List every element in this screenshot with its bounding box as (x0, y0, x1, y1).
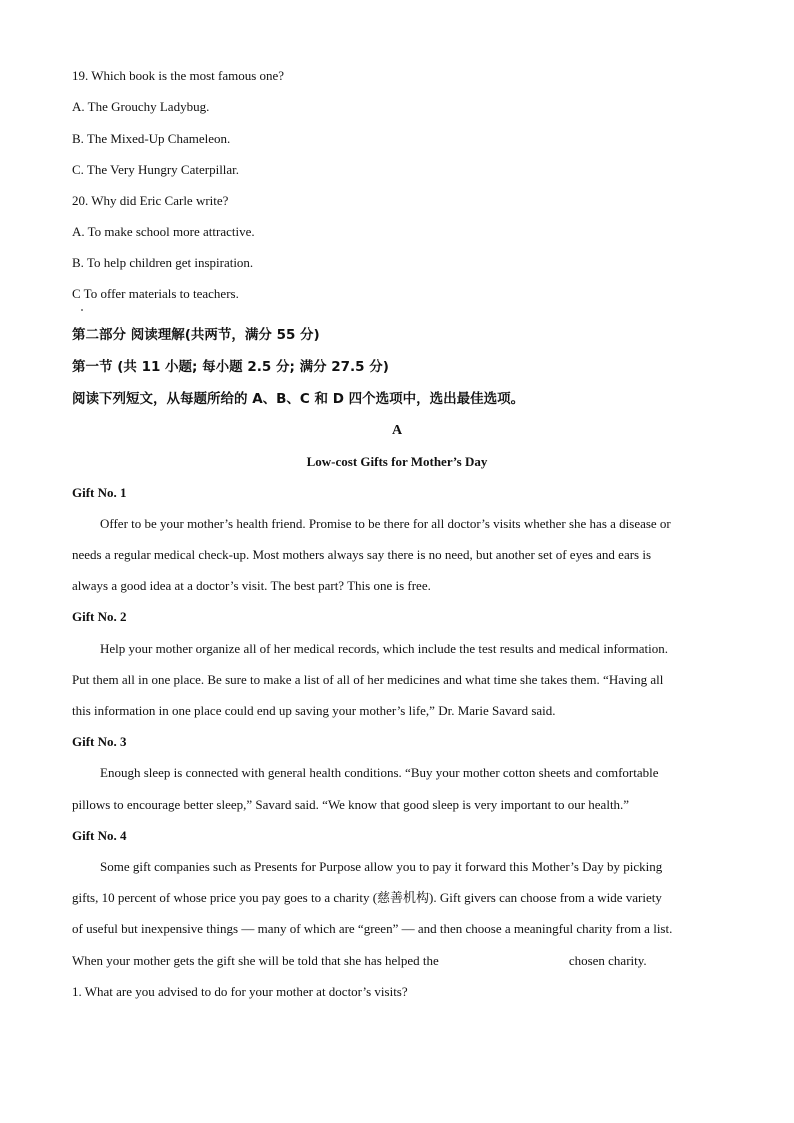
gift-2-heading: Gift No. 2 (72, 609, 127, 624)
instruction: 阅读下列短文，从每题所给的 A、B、C 和 D 四个选项中，选出最佳选项。 (72, 391, 525, 407)
gift-4-line-4 (72, 953, 647, 969)
question-1: 1. What are you advised to do for your mother at doctor’s visits? (72, 984, 408, 999)
gift-4-line-2: gifts, 10 percent of whose price you pay goes to a charity (慈善机构). Gift givers can choose from a wide variety (72, 890, 662, 905)
gift-4-line-3: of useful but inexpensive things — many of which are “green” — and then choose a meaningful charity from a list. (72, 921, 673, 936)
option-19-b: B. The Mixed-Up Chameleon. (72, 131, 231, 146)
gift-1-line-2: needs a regular medical check-up. Most mothers always say there is no need, but another set of eyes and ears is (72, 547, 652, 562)
stray-dot (81, 309, 83, 311)
gift-1-heading: Gift No. 1 (72, 485, 127, 500)
gift-4-heading: Gift No. 4 (72, 828, 127, 843)
part-title: 第二部分 阅读理解(共两节，满分 55 分) (72, 327, 320, 343)
gift-1-line-1: Offer to be your mother’s health friend. Promise to be there for all doctor’s visits whether she has a disease or (100, 516, 671, 531)
gift-3-line-2: pillows to encourage better sleep,” Savard said. “We know that good sleep is very important to our health.” (72, 797, 630, 812)
gift-3-line-1: Enough sleep is connected with general health conditions. “Buy your mother cotton sheets and comfortable (100, 765, 659, 780)
question-20: 20. Why did Eric Carle write? (72, 193, 229, 208)
option-19-a: A. The Grouchy Ladybug. (72, 99, 210, 114)
question-19: 19. Which book is the most famous one? (72, 68, 285, 83)
gift-2-line-3: this information in one place could end up saving your mother’s life,” Dr. Marie Savard said. (72, 703, 556, 718)
gift-2-line-2: Put them all in one place. Be sure to make a list of all of her medicines and what time she takes them. “Having all (72, 672, 664, 687)
gift-4-line-4-start: When your mother gets the gift she will be told that she has helped the (72, 953, 439, 968)
option-19-c: C. The Very Hungry Caterpillar. (72, 162, 240, 177)
option-20-b: B. To help children get inspiration. (72, 255, 254, 270)
gift-3-heading: Gift No. 3 (72, 734, 127, 749)
option-20-a: A. To make school more attractive. (72, 224, 255, 239)
gift-4-line-1: Some gift companies such as Presents for Purpose allow you to pay it forward this Mother’s Day by picking (100, 859, 663, 874)
gift-4-line-4-end: chosen charity. (568, 953, 647, 968)
subsection-title: 第一节 (共 11 小题; 每小题 2.5 分; 满分 27.5 分) (72, 359, 389, 375)
option-20-c: C To offer materials to teachers. (72, 286, 239, 301)
passage-title: Low-cost Gifts for Mother’s Day (306, 454, 488, 469)
gift-1-line-3: always a good idea at a doctor’s visit. The best part? This one is free. (72, 578, 431, 593)
passage-letter: A (391, 423, 403, 438)
gift-2-line-1: Help your mother organize all of her medical records, which include the test results and medical information. (100, 641, 668, 656)
